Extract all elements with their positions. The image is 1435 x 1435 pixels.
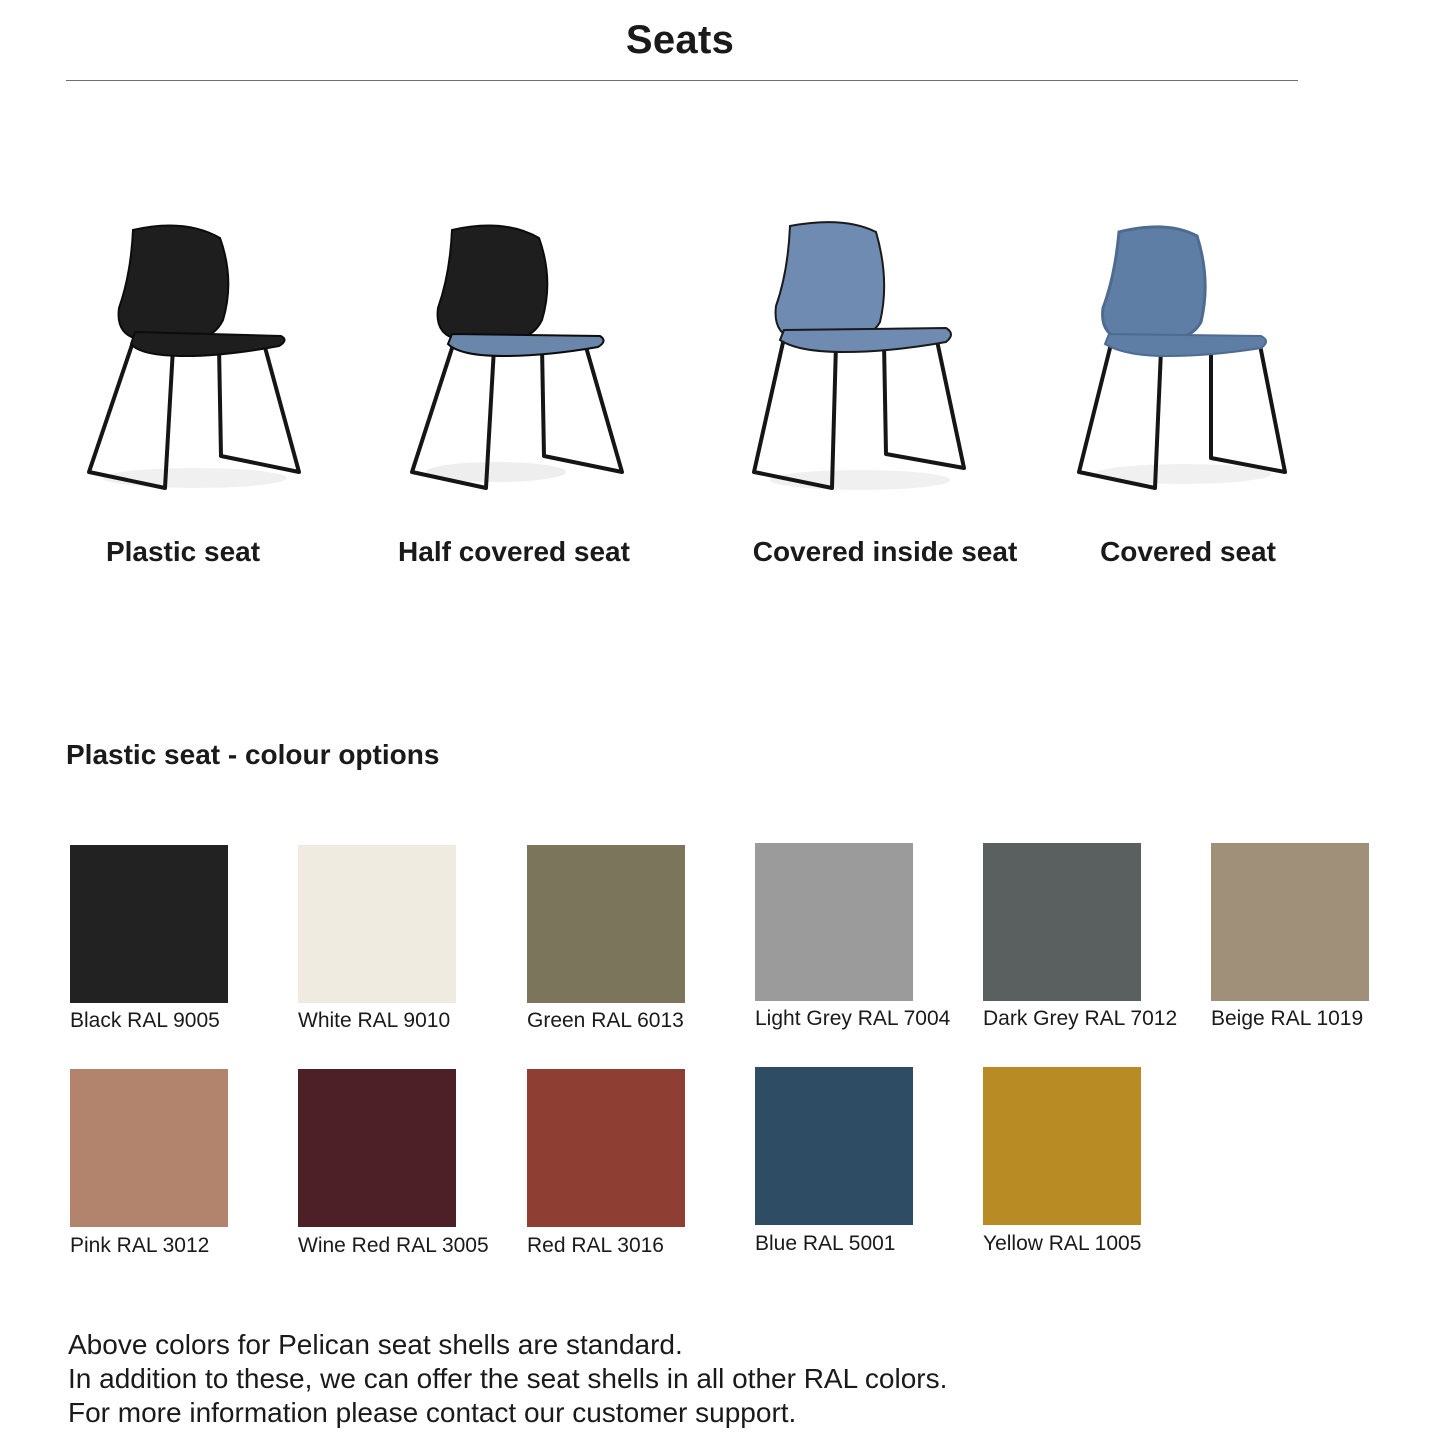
- swatch-label-green: Green RAL 6013: [527, 1009, 684, 1032]
- swatch-pink: [70, 1069, 228, 1227]
- chair-image-covered-seat: [1063, 210, 1303, 510]
- swatch-red: [527, 1069, 685, 1227]
- seat-label-covered-inside: Covered inside seat: [752, 536, 1018, 567]
- swatch-label-yellow: Yellow RAL 1005: [983, 1232, 1142, 1255]
- swatch-black: [70, 845, 228, 1003]
- chair-image-half-covered-seat: [396, 210, 636, 510]
- swatch-yellow: [983, 1067, 1141, 1225]
- footer-note: [68, 1328, 947, 1430]
- footer-line: In addition to these, we can offer the seat shells in all other RAL colors.: [68, 1363, 948, 1394]
- seat-label-half-covered: Half covered seat: [398, 536, 630, 567]
- swatch-label-dark-grey: Dark Grey RAL 7012: [983, 1007, 1178, 1030]
- swatch-light-grey: [755, 843, 913, 1001]
- swatch-label-wine-red: Wine Red RAL 3005: [298, 1234, 489, 1257]
- swatch-label-pink: Pink RAL 3012: [70, 1234, 210, 1257]
- swatch-white: [298, 845, 456, 1003]
- swatch-wine-red: [298, 1069, 456, 1227]
- chair-image-covered-inside-seat: [740, 210, 980, 510]
- swatch-label-black: Black RAL 9005: [70, 1009, 220, 1032]
- swatch-blue: [755, 1067, 913, 1225]
- swatch-beige: [1211, 843, 1369, 1001]
- chair-image-plastic-seat: [75, 210, 315, 510]
- footer-line: Above colors for Pelican seat shells are standard.: [68, 1329, 683, 1360]
- swatch-label-beige: Beige RAL 1019: [1211, 1007, 1364, 1030]
- footer-line: For more information please contact our customer support.: [68, 1397, 797, 1428]
- swatch-label-red: Red RAL 3016: [527, 1234, 664, 1257]
- page-title: Seats: [625, 18, 735, 62]
- seat-label-plastic: Plastic seat: [105, 536, 261, 567]
- swatch-dark-grey: [983, 843, 1141, 1001]
- swatch-label-white: White RAL 9010: [298, 1009, 451, 1032]
- seat-label-covered: Covered seat: [1100, 536, 1276, 567]
- colour-options-title: Plastic seat - colour options: [66, 739, 440, 770]
- swatch-green: [527, 845, 685, 1003]
- title-divider: [66, 80, 1298, 81]
- swatch-label-blue: Blue RAL 5001: [755, 1232, 896, 1255]
- swatch-label-light-grey: Light Grey RAL 7004: [755, 1007, 951, 1030]
